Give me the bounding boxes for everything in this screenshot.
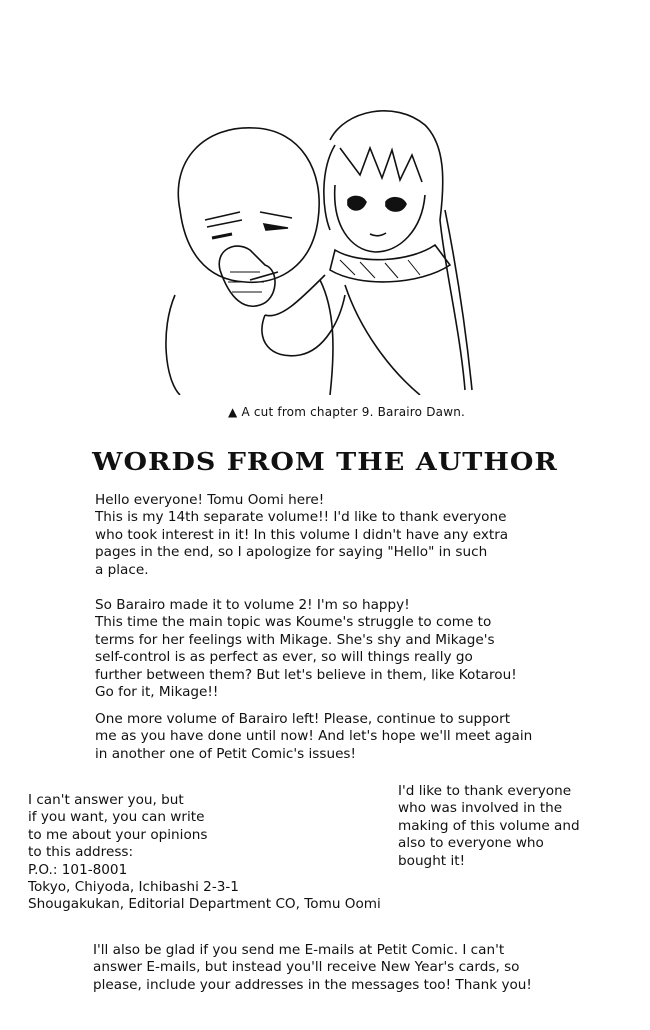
text-line: a place. bbox=[95, 561, 149, 578]
text-line: self-control is as perfect as ever, so will things really go bbox=[95, 649, 473, 666]
girl-coat bbox=[262, 275, 420, 395]
snowman-brow-left bbox=[205, 212, 242, 227]
text-line: Shougakukan, Editorial Department CO, Tomu Oomi bbox=[28, 896, 381, 913]
snowman-brow-right bbox=[260, 212, 292, 218]
scarf bbox=[330, 245, 450, 282]
text-line: me as you have done until now! And let's hope we'll meet again bbox=[95, 728, 533, 745]
girl-eye-right bbox=[386, 198, 406, 211]
text-line: This time the main topic was Koume's struggle to come to bbox=[95, 614, 492, 631]
paragraph-volume bbox=[95, 597, 595, 701]
text-line: further between them? But let's believe in them, like Kotarou! bbox=[95, 666, 517, 683]
snowman-eye-left bbox=[212, 234, 232, 238]
text-line: to me about your opinions bbox=[28, 826, 208, 843]
snowman-head bbox=[178, 128, 319, 282]
girl-hair bbox=[324, 111, 472, 390]
illustration bbox=[160, 100, 500, 395]
mailing-address bbox=[28, 792, 448, 914]
text-line: So Barairo made it to volume 2! I'm so happy! bbox=[95, 597, 410, 613]
text-line: who was involved in the bbox=[398, 800, 563, 817]
text-line: to this address: bbox=[28, 844, 134, 861]
text-line: Tokyo, Chiyoda, Ichibashi 2-3-1 bbox=[28, 879, 239, 896]
snowman-eye-right bbox=[264, 224, 288, 230]
illustration-caption: ▲ A cut from chapter 9. Barairo Dawn. bbox=[228, 405, 466, 419]
text-line: P.O.: 101-8001 bbox=[28, 861, 128, 878]
text-line: pages in the end, so I apologize for saying "Hello" in such bbox=[95, 544, 488, 561]
thanks-note bbox=[398, 783, 628, 870]
text-line: I can't answer you, but bbox=[28, 792, 184, 808]
snowman-body bbox=[166, 280, 333, 395]
text-line: who took interest in it! In this volume I didn't have any extra bbox=[95, 526, 509, 543]
text-line: Go for it, Mikage!! bbox=[95, 684, 219, 701]
text-line: please, include your addresses in the messages too! Thank you! bbox=[93, 976, 532, 993]
girl-eye-left bbox=[348, 196, 366, 209]
text-line: if you want, you can write bbox=[28, 809, 205, 826]
girl-face bbox=[335, 185, 425, 252]
text-line: This is my 14th separate volume!! I'd like to thank everyone bbox=[95, 509, 507, 526]
text-line: bought it! bbox=[398, 852, 466, 869]
text-line: Hello everyone! Tomu Oomi here! bbox=[95, 492, 325, 508]
page-title: WORDS FROM THE AUTHOR bbox=[92, 448, 558, 477]
girl-bangs bbox=[340, 148, 422, 182]
email-note bbox=[93, 942, 623, 994]
text-line: making of this volume and bbox=[398, 817, 580, 834]
mitten bbox=[219, 246, 275, 306]
text-line: in another one of Petit Comic's issues! bbox=[95, 745, 356, 762]
text-line: answer E-mails, but instead you'll receive New Year's cards, so bbox=[93, 959, 520, 976]
text-line: I'd like to thank everyone bbox=[398, 783, 572, 799]
text-line: One more volume of Barairo left! Please, continue to support bbox=[95, 711, 511, 727]
paragraph-closing bbox=[95, 711, 595, 763]
text-line: also to everyone who bbox=[398, 835, 544, 852]
paragraph-intro bbox=[95, 492, 595, 579]
girl-mouth bbox=[370, 233, 386, 236]
text-line: I'll also be glad if you send me E-mails at Petit Comic. I can't bbox=[93, 942, 505, 958]
text-line: terms for her feelings with Mikage. She's shy and Mikage's bbox=[95, 631, 495, 648]
